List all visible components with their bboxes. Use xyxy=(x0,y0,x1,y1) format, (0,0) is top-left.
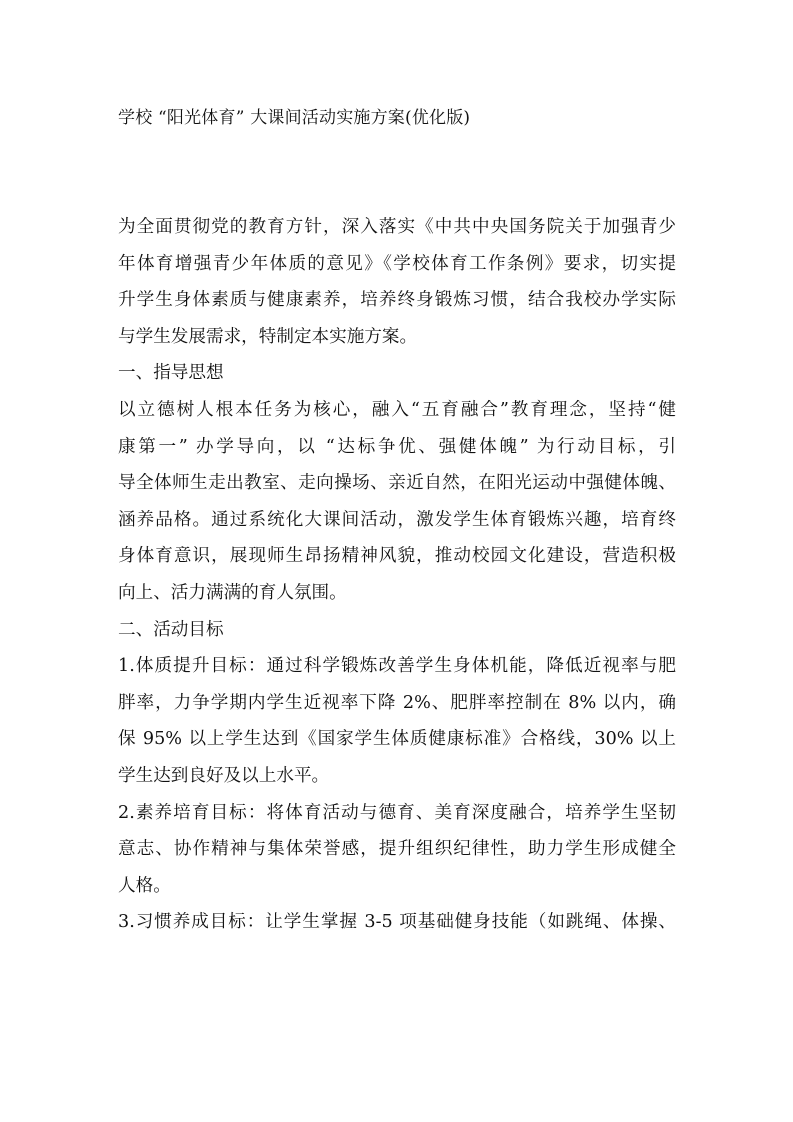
goal-item-2-line: 2.素养培育目标：将体育活动与德育、美育深度融合，培养学生坚韧 xyxy=(118,802,676,823)
goal-item-1-line: 学生达到良好及以上水平。 xyxy=(118,765,330,786)
paragraph-line: 康第一” 办学导向，以 “达标争优、强健体魄” 为行动目标，引 xyxy=(118,436,676,457)
goal-item-3-line: 3.习惯养成目标：让学生掌握 3-5 项基础健身技能（如跳绳、体操、 xyxy=(118,912,676,933)
document-title: 学校 “阳光体育” 大课间活动实施方案(优化版) xyxy=(118,108,471,128)
goal-item-1-line: 1.体质提升目标：通过科学锻炼改善学生身体机能，降低近视率与肥 xyxy=(118,656,676,677)
goal-item-1-line: 胖率，力争学期内学生近视率下降 2%、肥胖率控制在 8% 以内，确 xyxy=(118,692,676,713)
paragraph-line: 以立德树人根本任务为核心，融入“五育融合”教育理念，坚持“健 xyxy=(118,399,676,420)
intro-line: 为全面贯彻党的教育方针，深入落实《中共中央国务院关于加强青少 xyxy=(118,217,676,237)
paragraph-line: 身体育意识，展现师生昂扬精神风貌，推动校园文化建设，营造积极 xyxy=(118,546,676,567)
paragraph-line: 导全体师生走出教室、走向操场、亲近自然，在阳光运动中强健体魄、 xyxy=(118,473,676,494)
intro-line: 升学生身体素质与健康素养，培养终身锻炼习惯，结合我校办学实际 xyxy=(118,290,676,311)
intro-line: 年体育增强青少年体质的意见》《学校体育工作条例》要求，切实提 xyxy=(118,253,676,274)
goal-item-2-line: 人格。 xyxy=(118,875,171,896)
document-body xyxy=(118,209,676,941)
section-heading-activity-goals: 二、活动目标 xyxy=(118,619,224,640)
paragraph-line: 涵养品格。通过系统化大课间活动，激发学生体育锻炼兴趣，培育终 xyxy=(118,509,676,530)
intro-line: 与学生发展需求，特制定本实施方案。 xyxy=(118,326,418,347)
goal-item-2-line: 意志、协作精神与集体荣誉感，提升组织纪律性，助力学生形成健全 xyxy=(118,839,676,860)
section-heading-guiding-ideology: 一、指导思想 xyxy=(118,363,224,384)
paragraph-line: 向上、活力满满的育人氛围。 xyxy=(118,582,347,603)
goal-item-1-line: 保 95% 以上学生达到《国家学生体质健康标准》合格线，30% 以上 xyxy=(118,729,676,750)
